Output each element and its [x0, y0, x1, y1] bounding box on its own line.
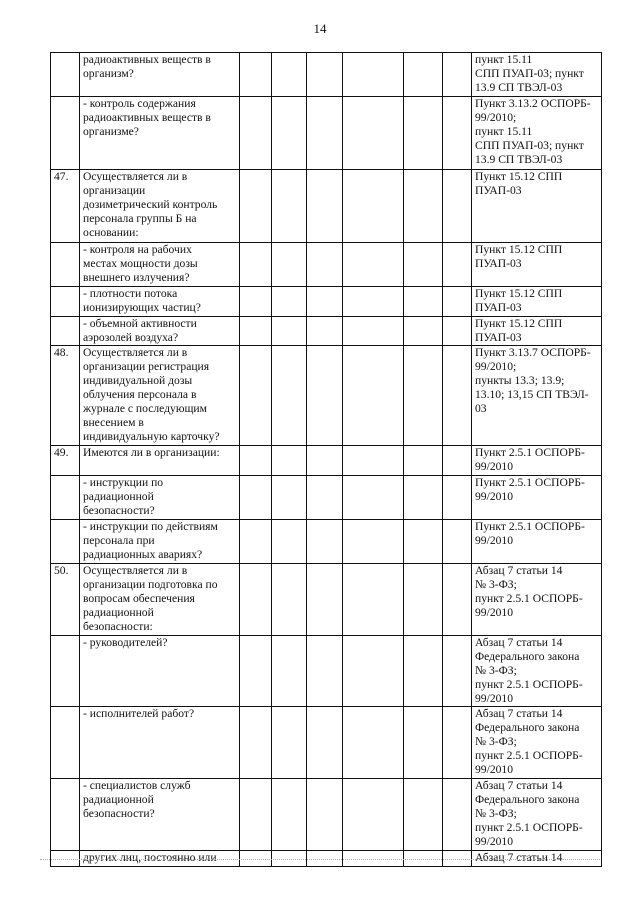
row-number — [51, 317, 80, 346]
row-number: 48. — [51, 346, 80, 446]
reference-text: Пункт 15.12 СПП ПУАП-03 — [472, 170, 602, 243]
reference-text: Пункт 3.13.7 ОСПОРБ- 99/2010; пункты 13.3; 13.9; 13.10; 13,15 СП ТВЭЛ- 03 — [472, 346, 602, 446]
answer-cell — [240, 243, 272, 287]
row-number — [51, 97, 80, 170]
answer-cell — [443, 707, 472, 779]
question-text: Имеются ли в организации: — [80, 446, 240, 476]
answer-cell — [307, 636, 343, 707]
answer-cell — [443, 446, 472, 476]
question-text: - инструкции по радиационной безопасности? — [80, 476, 240, 520]
question-text: - контроль содержания радиоактивных веществ в организме? — [80, 97, 240, 170]
reference-text: Пункт 15.12 СПП ПУАП-03 — [472, 243, 602, 287]
answer-cell — [343, 346, 404, 446]
table-row — [51, 707, 602, 779]
answer-cell — [272, 317, 307, 346]
answer-cell — [343, 317, 404, 346]
table-row — [51, 446, 602, 476]
question-text: других лиц, постоянно или — [80, 851, 240, 867]
answer-cell — [343, 779, 404, 851]
reference-text: Абзац 7 статьи 14 Федерального закона № 3-ФЗ; пункт 2.5.1 ОСПОРБ- 99/2010 — [472, 636, 602, 707]
answer-cell — [272, 520, 307, 564]
answer-cell — [343, 287, 404, 317]
answer-cell — [343, 707, 404, 779]
answer-cell — [404, 97, 443, 170]
answer-cell — [404, 243, 443, 287]
row-number — [51, 707, 80, 779]
question-text: - контроля на рабочих местах мощности дозы внешнего излучения? — [80, 243, 240, 287]
question-text: Осуществляется ли в организации регистрация индивидуальной дозы облучения персонала в журнале с последующим внесением в индивидуальную карточку? — [80, 346, 240, 446]
reference-text: Абзац 7 статьи 14 — [472, 851, 602, 867]
answer-cell — [404, 287, 443, 317]
answer-cell — [443, 170, 472, 243]
answer-cell — [240, 707, 272, 779]
table-row — [51, 317, 602, 346]
table-row — [51, 564, 602, 636]
table-row — [51, 170, 602, 243]
row-number: 50. — [51, 564, 80, 636]
row-number — [51, 779, 80, 851]
answer-cell — [240, 170, 272, 243]
row-number — [51, 476, 80, 520]
answer-cell — [443, 564, 472, 636]
answer-cell — [307, 170, 343, 243]
answer-cell — [404, 53, 443, 97]
answer-cell — [404, 779, 443, 851]
answer-cell — [272, 243, 307, 287]
answer-cell — [307, 346, 343, 446]
reference-text: Пункт 2.5.1 ОСПОРБ- 99/2010 — [472, 446, 602, 476]
answer-cell — [443, 53, 472, 97]
answer-cell — [443, 287, 472, 317]
row-number — [51, 520, 80, 564]
table-row — [51, 287, 602, 317]
answer-cell — [443, 346, 472, 446]
table-row — [51, 636, 602, 707]
answer-cell — [343, 53, 404, 97]
table-row — [51, 476, 602, 520]
answer-cell — [272, 636, 307, 707]
row-number — [51, 636, 80, 707]
answer-cell — [443, 97, 472, 170]
answer-cell — [404, 346, 443, 446]
answer-cell — [240, 446, 272, 476]
answer-cell — [343, 446, 404, 476]
question-text: - специалистов служб радиационной безопасности? — [80, 779, 240, 851]
reference-text: Пункт 15.12 СПП ПУАП-03 — [472, 317, 602, 346]
question-text: - объемной активности аэрозолей воздуха? — [80, 317, 240, 346]
answer-cell — [272, 170, 307, 243]
reference-text: Пункт 2.5.1 ОСПОРБ- 99/2010 — [472, 520, 602, 564]
answer-cell — [443, 636, 472, 707]
answer-cell — [307, 287, 343, 317]
reference-text: Абзац 7 статьи 14 № 3-ФЗ; пункт 2.5.1 ОСПОРБ- 99/2010 — [472, 564, 602, 636]
answer-cell — [272, 564, 307, 636]
row-number: 47. — [51, 170, 80, 243]
answer-cell — [272, 346, 307, 446]
reference-text: Пункт 15.12 СПП ПУАП-03 — [472, 287, 602, 317]
answer-cell — [404, 446, 443, 476]
question-text: - инструкции по действиям персонала при радиационных авариях? — [80, 520, 240, 564]
answer-cell — [240, 287, 272, 317]
question-text: - руководителей? — [80, 636, 240, 707]
reference-text: Пункт 2.5.1 ОСПОРБ- 99/2010 — [472, 476, 602, 520]
answer-cell — [443, 243, 472, 287]
answer-cell — [307, 243, 343, 287]
table-row — [51, 520, 602, 564]
checklist-table — [50, 52, 602, 867]
row-number — [51, 243, 80, 287]
answer-cell — [240, 346, 272, 446]
table-row — [51, 779, 602, 851]
row-number: 49. — [51, 446, 80, 476]
answer-cell — [443, 317, 472, 346]
answer-cell — [240, 476, 272, 520]
answer-cell — [307, 97, 343, 170]
table-row — [51, 243, 602, 287]
answer-cell — [343, 564, 404, 636]
answer-cell — [443, 476, 472, 520]
answer-cell — [240, 97, 272, 170]
question-text: - плотности потока ионизирующих частиц? — [80, 287, 240, 317]
reference-text: Пункт 3.13.2 ОСПОРБ- 99/2010; пункт 15.11 СПП ПУАП-03; пункт 13.9 СП ТВЭЛ-03 — [472, 97, 602, 170]
answer-cell — [404, 170, 443, 243]
answer-cell — [307, 564, 343, 636]
answer-cell — [343, 170, 404, 243]
answer-cell — [343, 243, 404, 287]
answer-cell — [343, 476, 404, 520]
answer-cell — [272, 707, 307, 779]
table-row — [51, 346, 602, 446]
answer-cell — [404, 564, 443, 636]
answer-cell — [307, 707, 343, 779]
answer-cell — [240, 636, 272, 707]
table-row — [51, 53, 602, 97]
reference-text: Абзац 7 статьи 14 Федерального закона № 3-ФЗ; пункт 2.5.1 ОСПОРБ- 99/2010 — [472, 779, 602, 851]
question-text: - исполнителей работ? — [80, 707, 240, 779]
answer-cell — [404, 520, 443, 564]
row-number — [51, 287, 80, 317]
answer-cell — [240, 564, 272, 636]
answer-cell — [343, 520, 404, 564]
question-text: Осуществляется ли в организации дозиметрический контроль персонала группы Б на основании: — [80, 170, 240, 243]
answer-cell — [307, 779, 343, 851]
answer-cell — [404, 636, 443, 707]
answer-cell — [404, 476, 443, 520]
page-bottom-rule — [40, 859, 600, 860]
answer-cell — [272, 97, 307, 170]
answer-cell — [307, 520, 343, 564]
answer-cell — [307, 317, 343, 346]
answer-cell — [443, 779, 472, 851]
answer-cell — [240, 53, 272, 97]
page-number: 14 — [313, 21, 327, 36]
answer-cell — [272, 476, 307, 520]
answer-cell — [272, 779, 307, 851]
answer-cell — [307, 476, 343, 520]
answer-cell — [240, 317, 272, 346]
answer-cell — [240, 779, 272, 851]
answer-cell — [307, 446, 343, 476]
answer-cell — [272, 53, 307, 97]
answer-cell — [272, 287, 307, 317]
answer-cell — [343, 636, 404, 707]
reference-text: пункт 15.11 СПП ПУАП-03; пункт 13.9 СП ТВЭЛ-03 — [472, 53, 602, 97]
answer-cell — [443, 520, 472, 564]
table-row — [51, 97, 602, 170]
row-number — [51, 53, 80, 97]
answer-cell — [404, 317, 443, 346]
question-text: Осуществляется ли в организации подготовка по вопросам обеспечения радиационной безопасности: — [80, 564, 240, 636]
answer-cell — [307, 53, 343, 97]
answer-cell — [240, 520, 272, 564]
reference-text: Абзац 7 статьи 14 Федерального закона № 3-ФЗ; пункт 2.5.1 ОСПОРБ- 99/2010 — [472, 707, 602, 779]
question-text: радиоактивных веществ в организм? — [80, 53, 240, 97]
answer-cell — [343, 97, 404, 170]
answer-cell — [272, 446, 307, 476]
answer-cell — [404, 707, 443, 779]
